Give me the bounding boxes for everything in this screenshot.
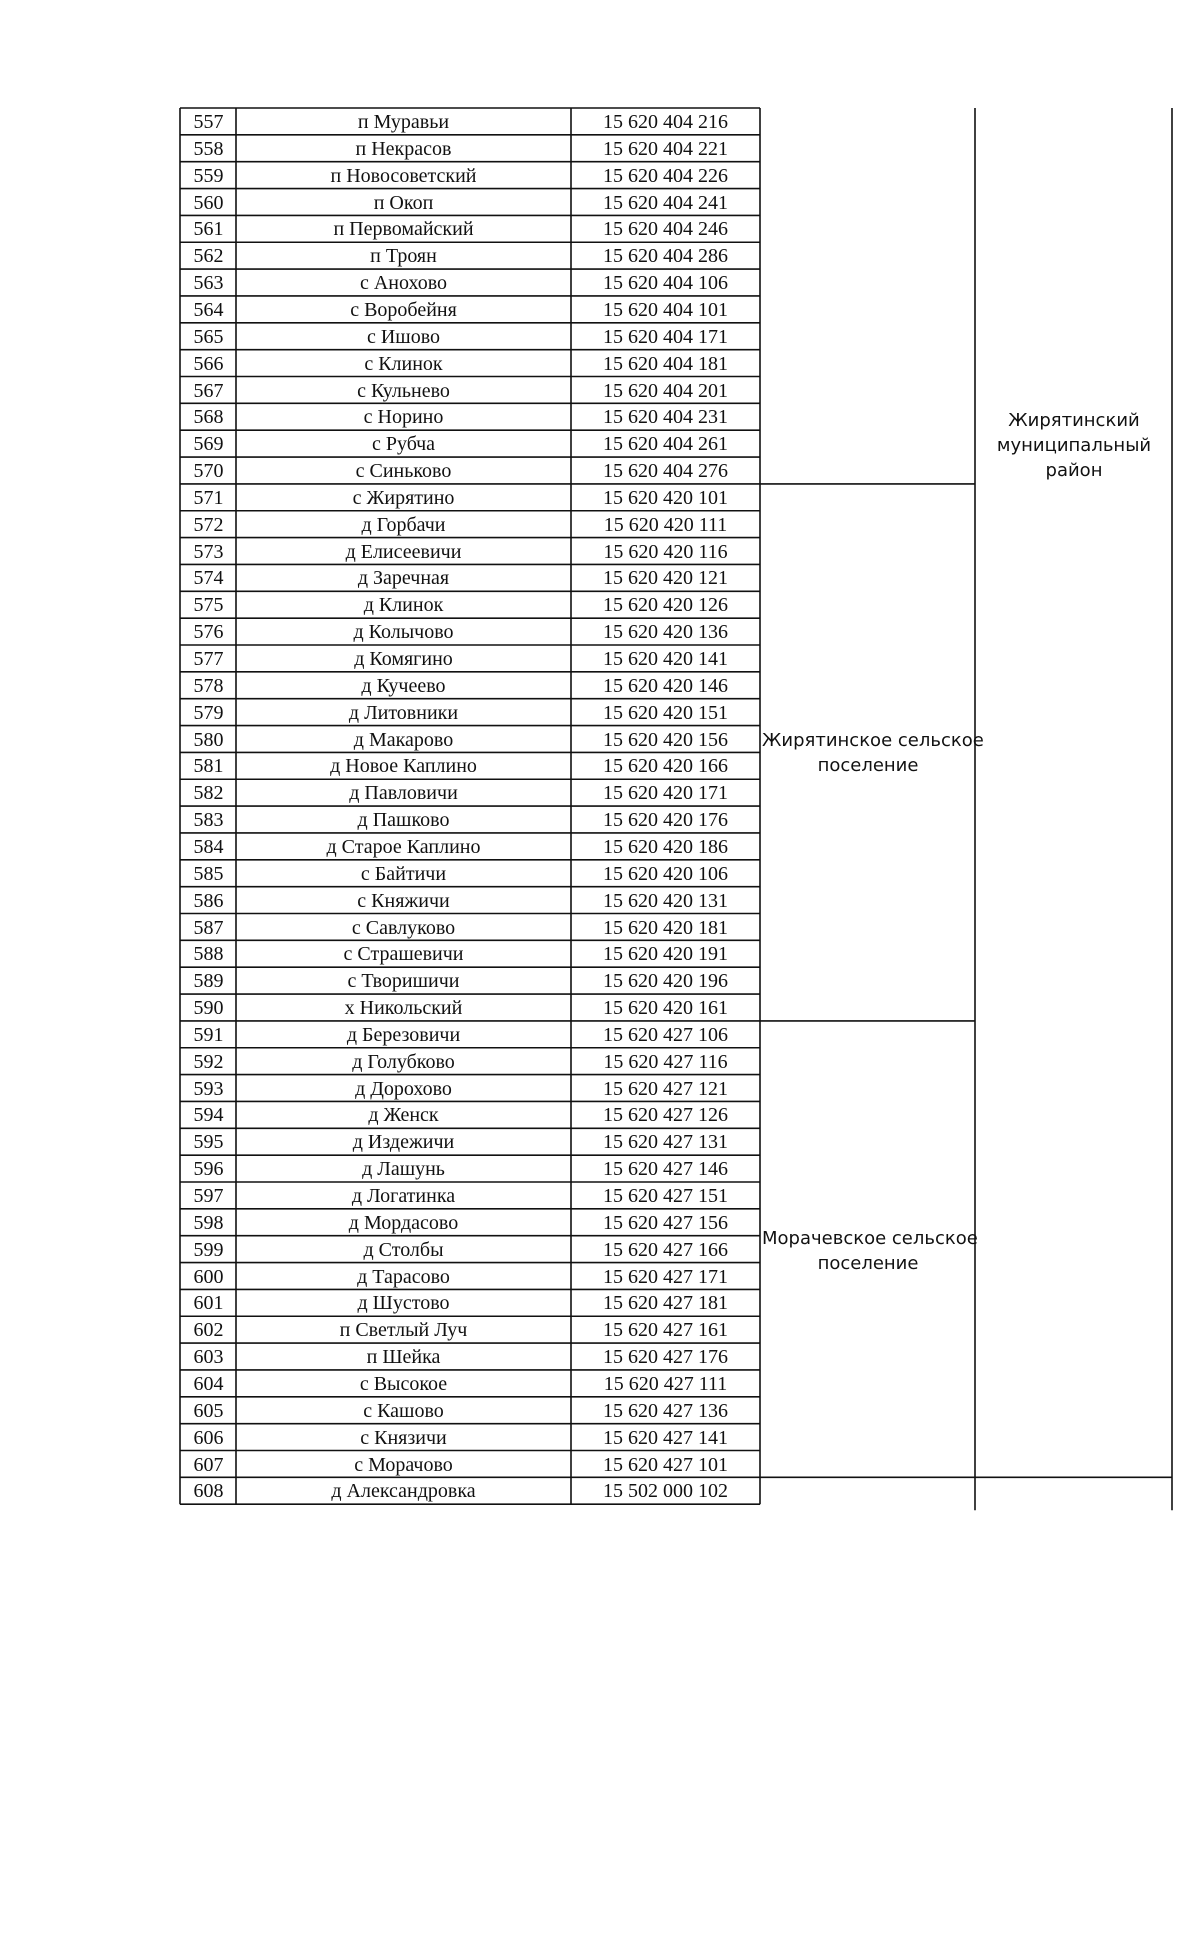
oktmo-code: 15 620 404 181 — [603, 352, 728, 375]
row-number: 579 — [193, 701, 224, 724]
oktmo-code: 15 620 427 111 — [603, 1372, 728, 1395]
oktmo-code: 15 620 404 286 — [603, 245, 728, 268]
oktmo-code: 15 620 420 186 — [603, 835, 728, 858]
row-number: 582 — [193, 782, 224, 805]
table-row — [0, 1424, 1200, 1451]
settlement-name: д Столбы — [363, 1238, 444, 1261]
settlement-name: с Савлуково — [351, 916, 456, 939]
row-number: 602 — [193, 1319, 224, 1342]
table-row — [0, 1289, 1200, 1316]
oktmo-code: 15 620 420 151 — [603, 701, 728, 724]
settlement-name: п Светлый Луч — [339, 1319, 468, 1342]
oktmo-code: 15 620 427 181 — [603, 1292, 728, 1315]
settlement-label-line2: поселение — [817, 755, 919, 776]
settlement-name: с Байтичи — [360, 862, 447, 885]
row-number: 590 — [193, 997, 224, 1020]
oktmo-code: 15 620 420 161 — [603, 997, 728, 1020]
table-row — [0, 752, 1200, 779]
row-number: 568 — [193, 406, 224, 429]
settlement-name: с Князичи — [360, 1426, 447, 1449]
settlement-name: д Мордасово — [348, 1211, 459, 1234]
settlement-label-line2: поселение — [817, 1253, 919, 1274]
row-number: 604 — [193, 1372, 224, 1395]
settlement-name: с Жирятино — [352, 486, 455, 509]
oktmo-code: 15 620 420 196 — [603, 970, 728, 993]
row-number: 584 — [193, 835, 224, 858]
row-number: 605 — [193, 1399, 224, 1422]
oktmo-code: 15 620 404 221 — [603, 137, 728, 160]
settlement-name: с Рубча — [371, 433, 436, 456]
row-number: 581 — [193, 755, 224, 778]
oktmo-code: 15 620 404 106 — [603, 272, 728, 295]
oktmo-code: 15 620 420 146 — [603, 674, 728, 697]
oktmo-code: 15 620 427 116 — [603, 1050, 728, 1073]
oktmo-code: 15 620 404 246 — [603, 218, 728, 241]
oktmo-code: 15 620 427 136 — [603, 1399, 728, 1422]
table-row — [0, 645, 1200, 672]
row-number: 569 — [193, 433, 224, 456]
row-number: 599 — [193, 1238, 224, 1261]
settlement-name: п Шейка — [366, 1346, 441, 1369]
table-row — [0, 672, 1200, 699]
oktmo-code: 15 620 420 166 — [603, 755, 728, 778]
table-row — [0, 1075, 1200, 1102]
row-number: 577 — [193, 648, 224, 670]
oktmo-code: 15 620 420 191 — [603, 943, 728, 966]
table-row — [0, 269, 1200, 296]
oktmo-code: 15 620 420 136 — [603, 621, 728, 644]
oktmo-code: 15 620 427 131 — [603, 1131, 728, 1154]
row-number: 593 — [193, 1077, 224, 1100]
table-row — [0, 1155, 1200, 1182]
oktmo-code: 15 620 420 111 — [603, 513, 728, 536]
row-number: 561 — [193, 218, 224, 241]
settlement-label-zhiryatinskoe — [762, 728, 984, 778]
row-number: 608 — [193, 1480, 224, 1503]
settlement-name: п Троян — [370, 245, 437, 268]
table-row — [0, 994, 1200, 1021]
settlement-name: с Кульнево — [357, 379, 450, 402]
oktmo-code: 15 620 427 106 — [603, 1023, 728, 1046]
settlement-name: п Новосоветский — [330, 164, 477, 187]
table-row — [0, 833, 1200, 860]
row-number: 600 — [193, 1265, 224, 1288]
row-number: 560 — [193, 191, 224, 214]
oktmo-code: 15 620 420 156 — [603, 728, 728, 751]
settlement-name: х Никольский — [344, 997, 463, 1020]
row-number: 567 — [193, 379, 224, 402]
table-row — [0, 323, 1200, 350]
settlement-name: д Пашково — [357, 809, 450, 832]
row-number: 580 — [193, 728, 224, 751]
settlement-name: д Женск — [368, 1104, 439, 1127]
settlement-name: д Новое Каплино — [330, 755, 477, 778]
row-number: 570 — [193, 460, 224, 483]
row-number: 564 — [193, 298, 224, 321]
settlement-name: д Голубково — [352, 1050, 455, 1073]
settlement-name: д Логатинка — [351, 1185, 456, 1207]
oktmo-code: 15 502 000 102 — [603, 1480, 728, 1503]
row-number: 578 — [193, 674, 224, 697]
row-number: 594 — [193, 1104, 224, 1127]
oktmo-code: 15 620 427 161 — [603, 1319, 728, 1342]
settlement-name: д Макарово — [353, 728, 454, 751]
row-number: 583 — [193, 809, 224, 832]
table-row — [0, 189, 1200, 216]
oktmo-code: 15 620 420 126 — [603, 594, 728, 617]
table-row — [0, 887, 1200, 914]
settlement-name: с Высокое — [359, 1372, 448, 1395]
row-number: 588 — [193, 943, 224, 966]
district-label-line3: район — [1045, 460, 1103, 481]
oktmo-code: 15 620 404 216 — [603, 111, 728, 133]
table-row — [0, 914, 1200, 941]
table-row — [0, 1209, 1200, 1236]
table-row — [0, 1370, 1200, 1397]
table-row — [0, 1021, 1200, 1048]
row-number: 575 — [193, 594, 224, 617]
settlement-name: п Некрасов — [355, 137, 452, 160]
row-number: 591 — [193, 1023, 224, 1046]
oktmo-code: 15 620 427 121 — [603, 1077, 728, 1100]
table-row — [0, 860, 1200, 887]
row-number: 598 — [193, 1211, 224, 1234]
table-row — [0, 806, 1200, 833]
oktmo-code: 15 620 404 101 — [603, 298, 728, 321]
table-row — [0, 940, 1200, 967]
settlement-name: с Синьково — [355, 460, 452, 483]
row-number: 565 — [193, 325, 224, 348]
oktmo-code: 15 620 420 101 — [603, 486, 728, 509]
oktmo-code: 15 620 420 141 — [603, 648, 728, 670]
oktmo-code: 15 620 420 176 — [603, 809, 728, 832]
table-row — [0, 699, 1200, 726]
row-number: 566 — [193, 352, 224, 375]
settlement-name: д Павловичи — [349, 782, 458, 805]
settlement-label-line1: Жирятинское сельское — [762, 730, 984, 751]
settlement-label-line1: Морачевское сельское — [762, 1228, 978, 1249]
district-label-line1: Жирятинский — [1008, 410, 1140, 431]
table-row — [0, 967, 1200, 994]
row-number: 606 — [193, 1426, 224, 1449]
table-row — [0, 591, 1200, 618]
oktmo-code: 15 620 420 171 — [603, 782, 728, 805]
row-number: 589 — [193, 970, 224, 993]
settlement-name: с Кашово — [363, 1399, 444, 1422]
table-row — [0, 242, 1200, 269]
table-row — [0, 296, 1200, 323]
row-number: 603 — [193, 1346, 224, 1369]
table-row — [0, 377, 1200, 404]
settlement-name: д Александровка — [331, 1480, 476, 1503]
row-number: 592 — [193, 1050, 224, 1073]
row-number: 587 — [193, 916, 224, 939]
oktmo-code: 15 620 427 156 — [603, 1211, 728, 1234]
oktmo-code: 15 620 427 176 — [603, 1346, 728, 1369]
row-number: 597 — [193, 1185, 224, 1207]
settlement-name: п Муравьи — [357, 111, 450, 133]
table-row — [0, 564, 1200, 591]
row-number: 576 — [193, 621, 224, 644]
oktmo-code: 15 620 404 201 — [603, 379, 728, 402]
settlement-name: д Горбачи — [361, 513, 446, 536]
settlement-name: д Издежичи — [352, 1131, 455, 1154]
row-number: 607 — [193, 1453, 224, 1476]
settlement-name: д Елисеевичи — [345, 540, 462, 563]
settlement-name: с Страшевичи — [343, 943, 464, 966]
oktmo-code: 15 620 420 116 — [603, 540, 728, 563]
oktmo-code: 15 620 427 171 — [603, 1265, 728, 1288]
settlement-name: с Творишичи — [347, 970, 460, 993]
oktmo-code: 15 620 420 131 — [603, 889, 728, 912]
settlement-name: с Воробейня — [350, 298, 457, 321]
table-row — [0, 1263, 1200, 1290]
table-row — [0, 1451, 1200, 1478]
row-number: 557 — [193, 111, 224, 133]
settlement-name: с Норино — [363, 406, 444, 429]
table-row — [0, 108, 1200, 135]
table-row — [0, 135, 1200, 162]
oktmo-code: 15 620 427 141 — [603, 1426, 728, 1449]
oktmo-code: 15 620 427 146 — [603, 1158, 728, 1181]
oktmo-code: 15 620 420 181 — [603, 916, 728, 939]
table-row — [0, 726, 1200, 753]
oktmo-code: 15 620 427 126 — [603, 1104, 728, 1127]
settlement-name: д Колычово — [353, 621, 454, 644]
settlement-name: д Старое Каплино — [326, 835, 481, 858]
district-label-line2: муниципальный — [996, 435, 1152, 456]
row-number: 586 — [193, 889, 224, 912]
row-number: 574 — [193, 567, 224, 590]
settlement-name: д Тарасово — [357, 1265, 450, 1288]
table-row — [0, 1128, 1200, 1155]
oktmo-code: 15 620 404 276 — [603, 460, 728, 483]
oktmo-code: 15 620 420 106 — [603, 862, 728, 885]
table-row — [0, 1048, 1200, 1075]
table-row — [0, 1236, 1200, 1263]
table-row — [0, 1316, 1200, 1343]
row-number: 595 — [193, 1131, 224, 1154]
table-row — [0, 350, 1200, 377]
table-row — [0, 1477, 1200, 1504]
table-row — [0, 1182, 1200, 1209]
row-number: 585 — [193, 862, 224, 885]
settlement-name: д Кучеево — [361, 674, 446, 697]
oktmo-code: 15 620 404 226 — [603, 164, 728, 187]
oktmo-code: 15 620 404 231 — [603, 406, 728, 429]
table-row — [0, 484, 1200, 511]
settlement-name: д Дорохово — [355, 1077, 452, 1100]
settlement-name: д Березовичи — [346, 1023, 461, 1046]
settlement-name: с Ишово — [366, 325, 441, 348]
settlement-name: п Окоп — [373, 191, 434, 214]
row-number: 601 — [193, 1292, 224, 1315]
table-row — [0, 1343, 1200, 1370]
oktmo-code: 15 620 427 166 — [603, 1238, 728, 1261]
row-number: 558 — [193, 137, 224, 160]
settlement-name: д Заречная — [357, 567, 450, 590]
settlement-name: п Первомайский — [333, 218, 474, 241]
row-number: 562 — [193, 245, 224, 268]
table-row — [0, 779, 1200, 806]
settlement-name: с Княжичи — [357, 889, 450, 912]
settlement-name: с Клинок — [364, 352, 443, 375]
settlement-name: с Анохово — [359, 272, 448, 295]
district-label — [976, 408, 1172, 483]
table-row — [0, 511, 1200, 538]
table-row — [0, 1397, 1200, 1424]
row-number: 596 — [193, 1158, 224, 1181]
table-row — [0, 215, 1200, 242]
row-number: 559 — [193, 164, 224, 187]
table-row — [0, 1101, 1200, 1128]
row-number: 563 — [193, 272, 224, 295]
settlement-name: д Лашунь — [362, 1158, 445, 1181]
settlement-name: д Комягино — [354, 648, 453, 670]
oktmo-code: 15 620 404 241 — [603, 191, 728, 214]
oktmo-code: 15 620 404 261 — [603, 433, 728, 456]
oktmo-code: 15 620 427 101 — [603, 1453, 728, 1476]
settlement-label-morachevskoe — [762, 1226, 978, 1276]
settlement-name: с Морачово — [354, 1453, 453, 1476]
oktmo-code: 15 620 404 171 — [603, 325, 728, 348]
table-row — [0, 618, 1200, 645]
oktmo-code: 15 620 427 151 — [603, 1185, 728, 1207]
table-row — [0, 538, 1200, 565]
row-number: 572 — [193, 513, 224, 536]
settlement-name: д Литовники — [348, 701, 459, 724]
row-number: 571 — [193, 486, 224, 509]
table-row — [0, 162, 1200, 189]
settlement-name: д Шустово — [357, 1292, 450, 1315]
settlement-name: д Клинок — [363, 594, 444, 617]
oktmo-code: 15 620 420 121 — [603, 567, 728, 590]
row-number: 573 — [193, 540, 224, 563]
